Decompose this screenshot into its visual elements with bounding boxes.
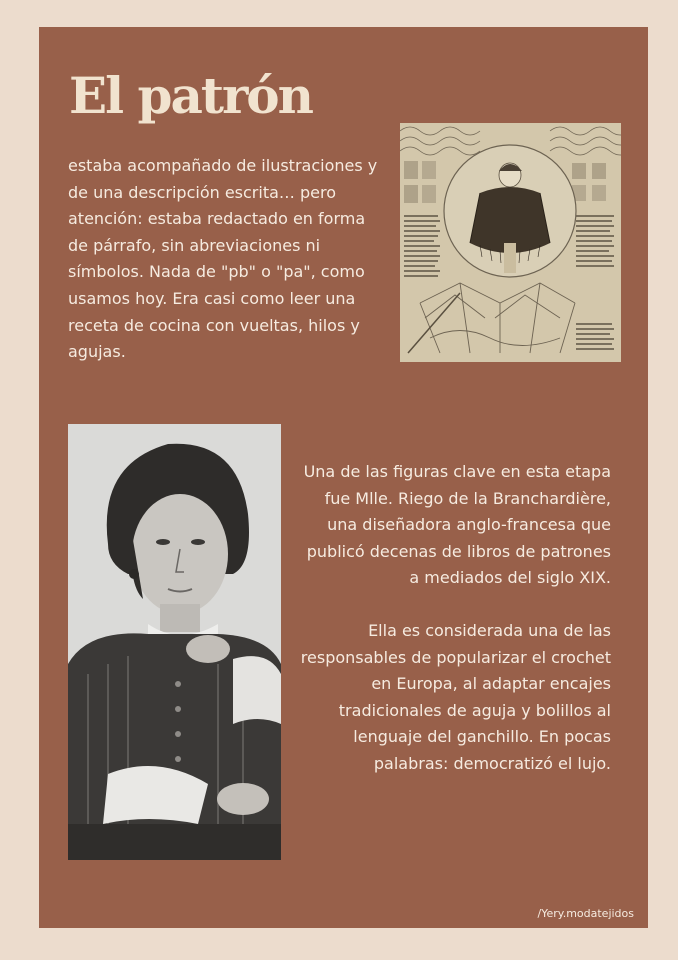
- biography-paragraph-1: Una de las figuras clave en esta etapa fue Mlle. Riego de la Branchardière, una diseñadora anglo-francesa que publicó decenas de libros de patrones a mediados del siglo XIX.: [303, 462, 611, 588]
- credit-handle: /Yery.modatejidos: [537, 907, 634, 920]
- portrait-photo: [68, 424, 281, 860]
- intro-paragraph: estaba acompañado de ilustraciones y de una descripción escrita… pero atención: estaba redactado en forma de párrafo, sin abreviaciones ni símbolos. Nada de "pb" o "pa", como usamos hoy. Era casi como leer una receta de cocina con vueltas, hilos y agujas.: [68, 156, 378, 362]
- pattern-illustration-art: [400, 123, 621, 362]
- biography-text: [295, 459, 611, 778]
- portrait-art: [68, 424, 281, 860]
- vintage-pattern-illustration: [400, 123, 621, 362]
- content-panel: [39, 27, 648, 928]
- page-title: El patrón: [69, 66, 313, 125]
- biography-paragraph-2: Ella es considerada una de las responsables de popularizar el crochet en Europa, al adaptar encajes tradicionales de aguja y bolillos al lenguaje del ganchillo. En pocas palabras: democratizó el lujo.: [300, 620, 611, 773]
